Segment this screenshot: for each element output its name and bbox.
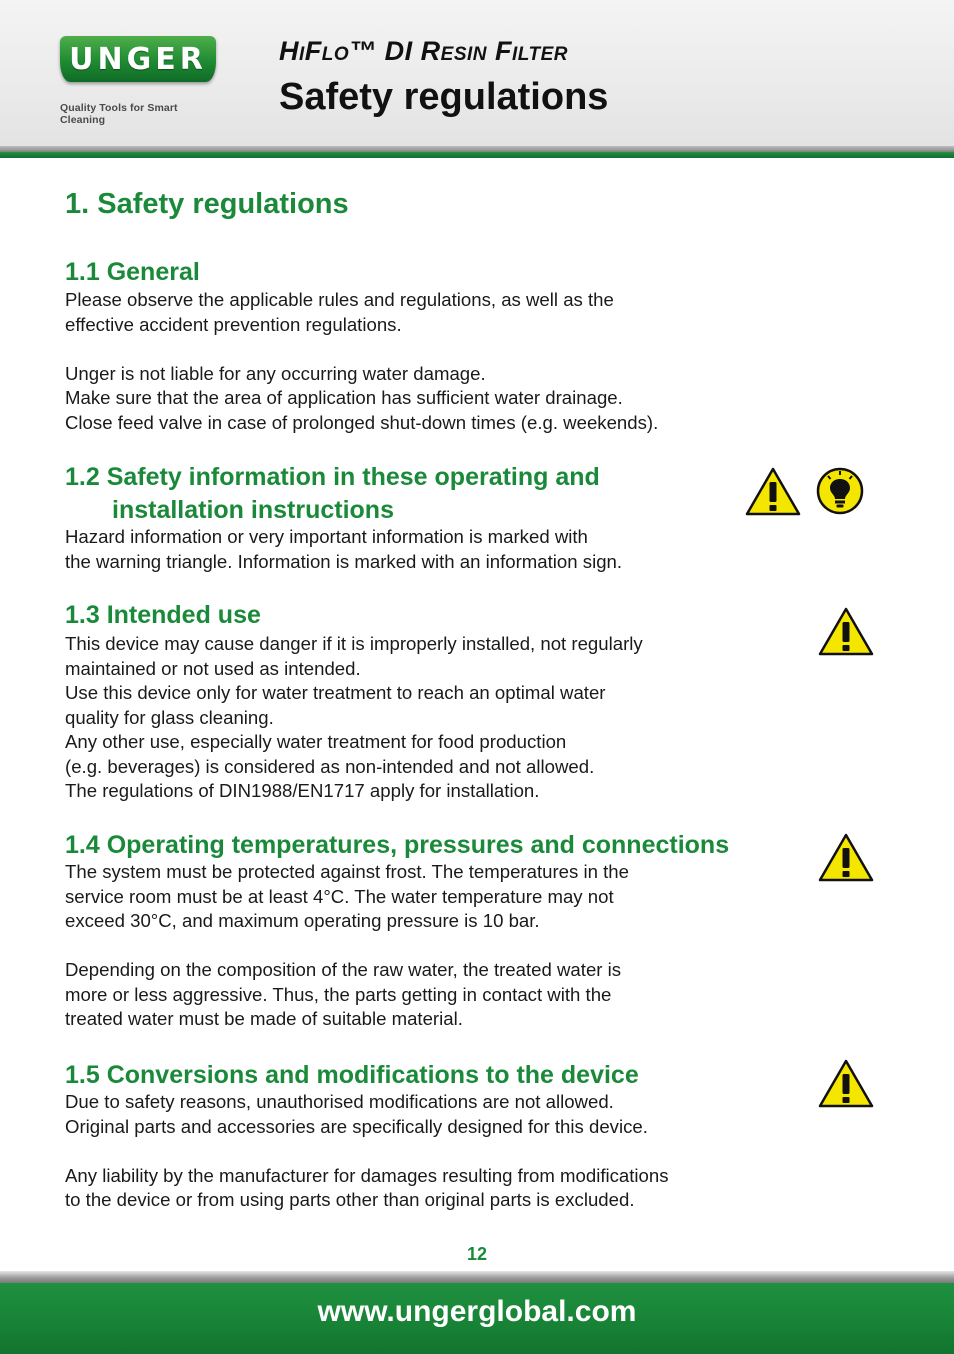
section-1-3-title: 1.3 Intended use <box>65 601 261 629</box>
warning-triangle-icon <box>745 467 801 517</box>
section-1-5-body: Due to safety reasons, unauthorised modifications are not allowed. Original parts and accessories are specifically designed for this device. Any liability by the manufacturer for damages resulting from modifications to the device or from using parts other than original parts is excluded. <box>65 1091 669 1210</box>
section-1-1-title: 1.1 General <box>65 258 200 286</box>
page-number: 12 <box>466 1244 488 1264</box>
page-title: Safety regulations <box>279 76 609 118</box>
unger-logo <box>58 32 218 126</box>
section-1-1-body: Please observe the applicable rules and regulations, as well as the effective accident prevention regulations. Unger is not liable for any occurring water damage. Make sure that the area of application has sufficient water drainage. Close feed valve in case of prolonged shut-down times (e.g. weekends). <box>65 289 659 433</box>
header-divider <box>0 146 954 158</box>
section-1-2-body: Hazard information or very important information is marked with the warning triangle. Information is marked with an information sign. <box>65 526 623 572</box>
warning-triangle-icon <box>818 1059 874 1109</box>
section-1-5-title: 1.5 Conversions and modifications to the device <box>65 1061 639 1089</box>
information-bulb-icon <box>816 467 864 515</box>
section-1-4-body: The system must be protected against frost. The temperatures in the service room must be at least 4°C. The water temperature may not exceed 30°C, and maximum operating pressure is 10 bar. Depending on the composition of the raw water, the treated water is more or less aggressive. Thus, the parts getting in contact with the treated water must be made of suitable material. <box>65 861 629 1029</box>
section-1-4-title: 1.4 Operating temperatures, pressures and connections <box>65 831 730 859</box>
section-heading: 1. Safety regulations <box>65 188 349 220</box>
logo-badge <box>60 36 216 82</box>
logo-wordmark: UNGER <box>69 41 207 77</box>
section-1-2-title-line2: installation instructions <box>112 496 394 524</box>
section-1-2-title-line1: 1.2 Safety information in these operating and <box>65 463 600 491</box>
logo-tagline: Quality Tools for Smart Cleaning <box>60 102 178 126</box>
section-1-3-body: This device may cause danger if it is improperly installed, not regularly maintained or not used as intended. Use this device only for water treatment to reach an optimal water quality for glass cleaning. Any other use, especially water treatment for food production (e.g. beverages) is considered as non-intended and not allowed. The regulations of DIN1988/EN1717 apply for installation. <box>65 633 643 801</box>
warning-triangle-icon <box>818 607 874 657</box>
website-link[interactable]: www.ungerglobal.com <box>317 1295 637 1328</box>
warning-triangle-icon <box>818 833 874 883</box>
product-title: HiFlo™ DI Resin Filter <box>279 36 568 66</box>
section-1-2-title <box>65 461 600 527</box>
